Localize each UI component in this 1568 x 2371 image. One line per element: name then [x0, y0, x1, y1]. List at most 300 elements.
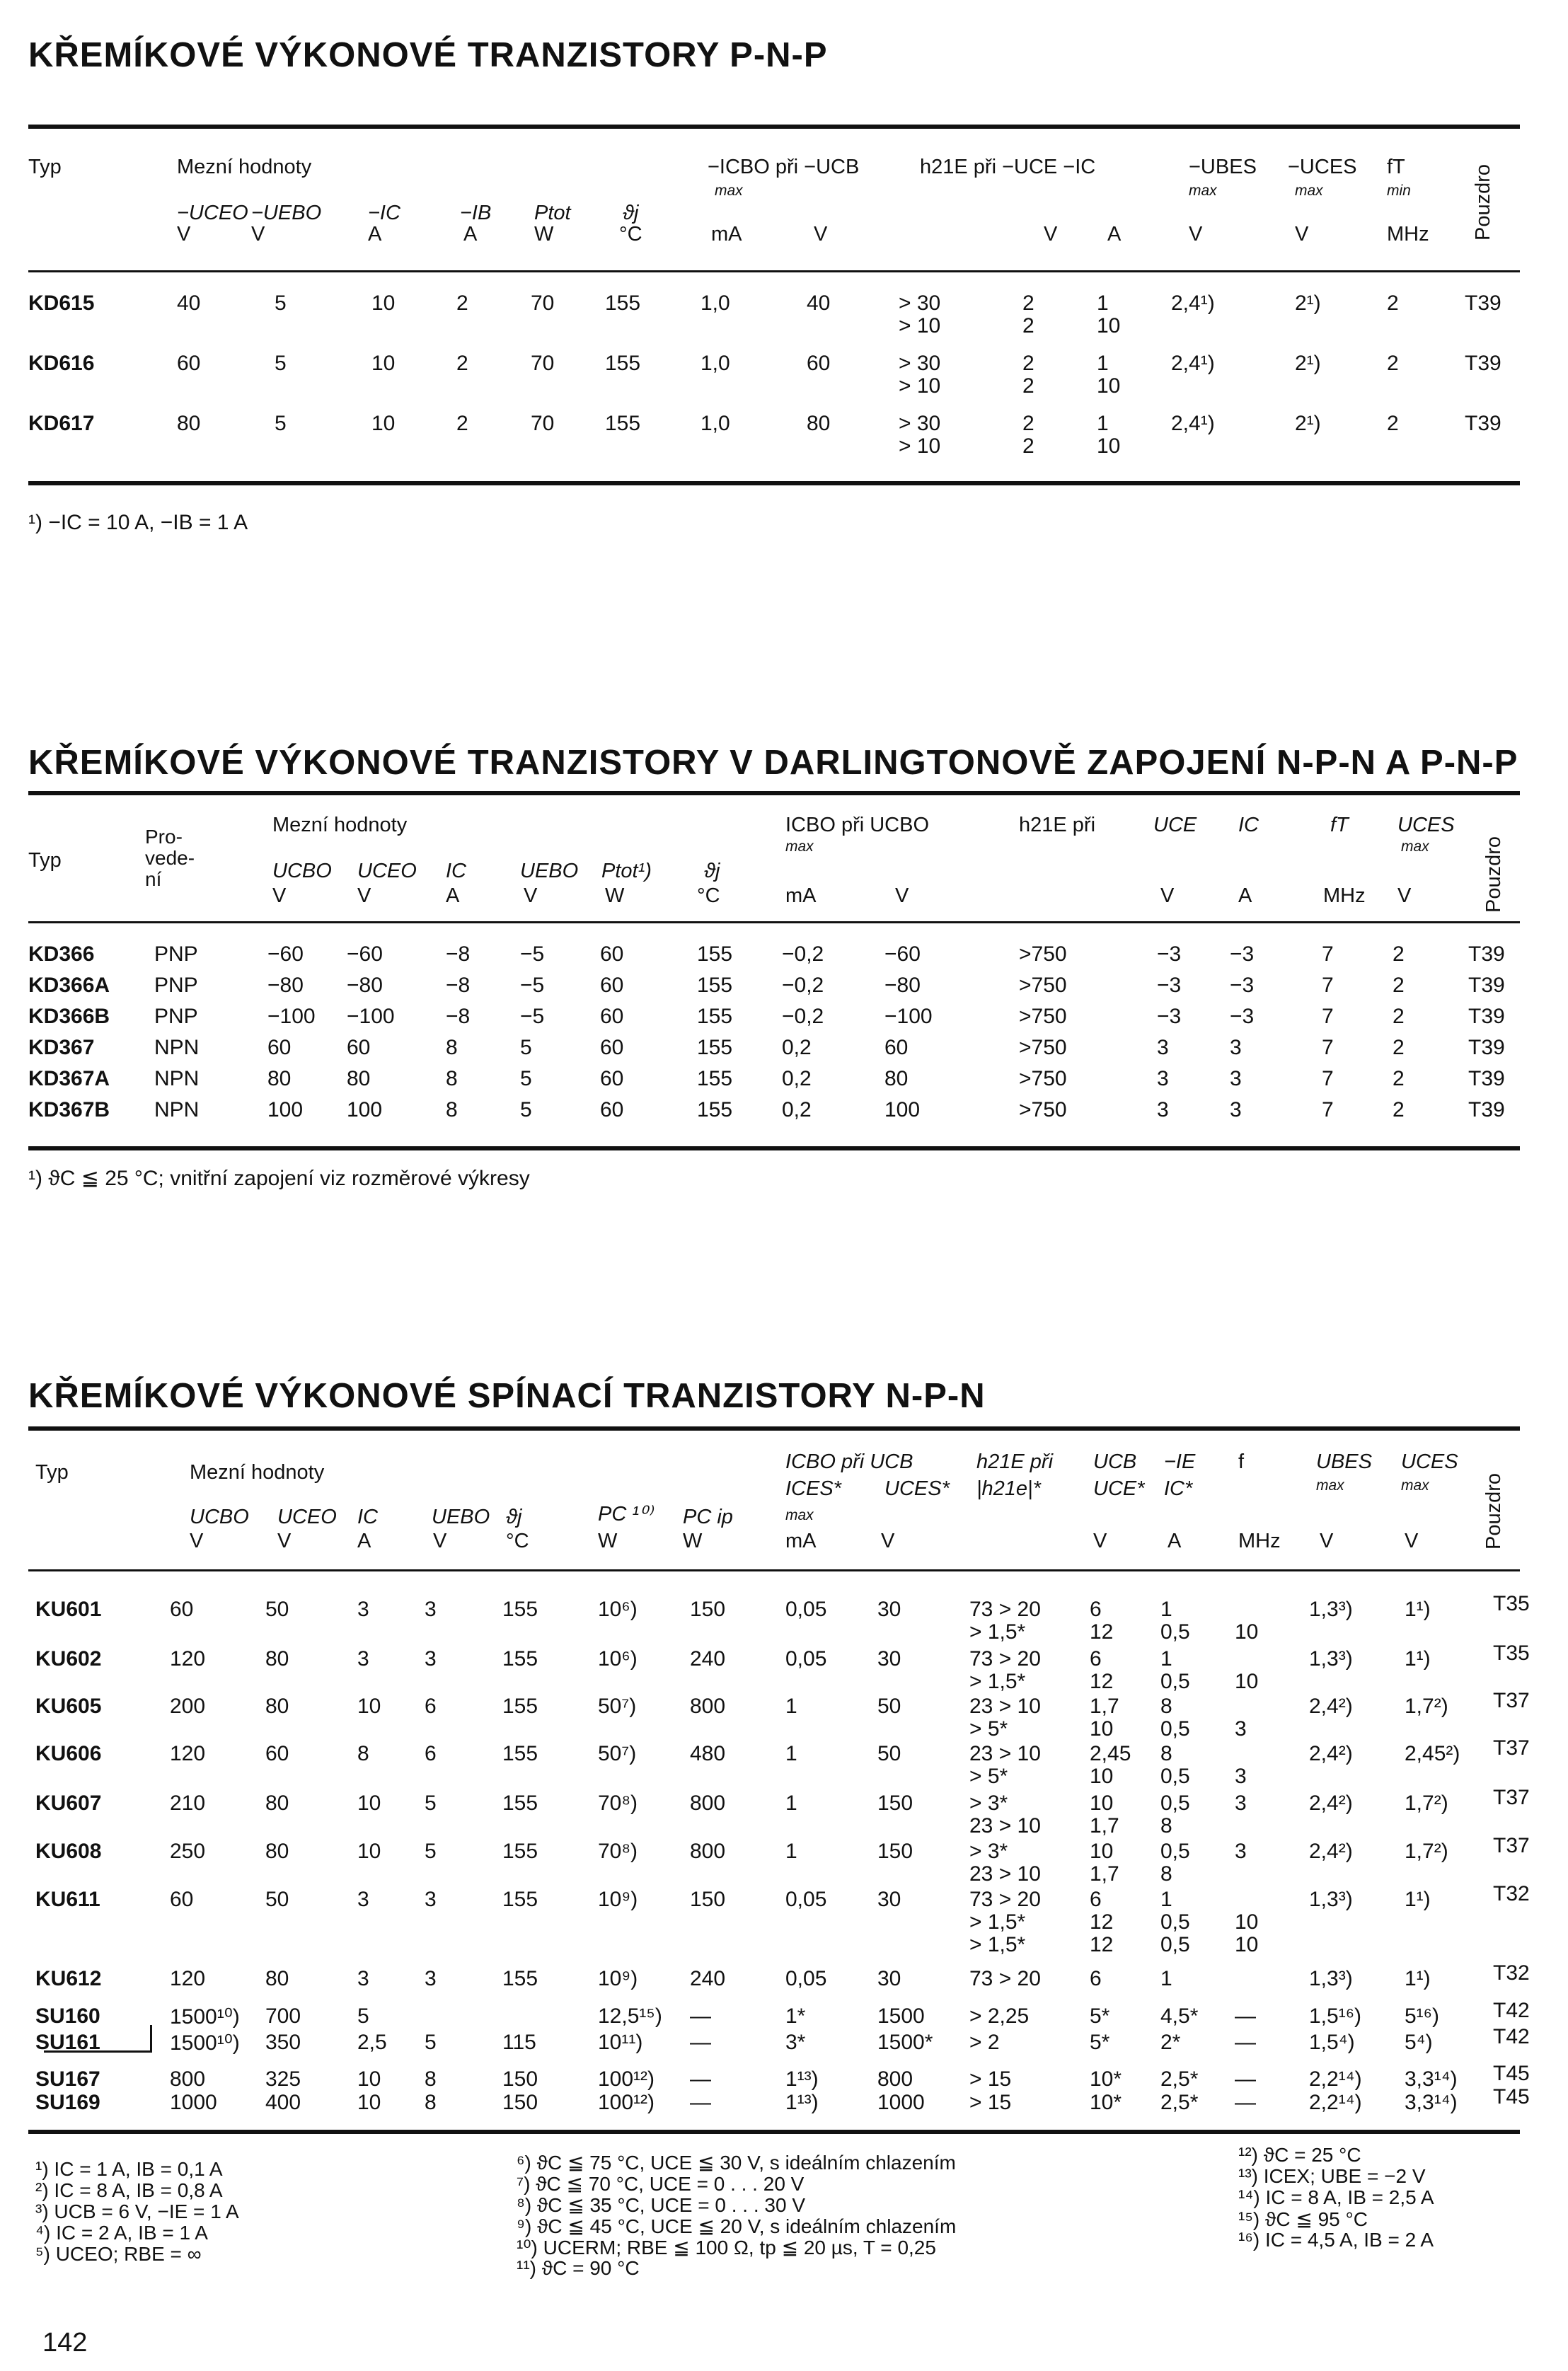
ie-cell: 0,5: [1160, 1670, 1190, 1693]
s3-h-uces: UCES: [1401, 1450, 1458, 1473]
s3-u-ma: mA: [785, 1530, 817, 1552]
tj-cell: 155: [697, 1036, 733, 1059]
s1-h-uces-max: max: [1295, 183, 1323, 199]
uce-cell: 10: [1090, 1717, 1114, 1741]
s1-u-a3: A: [1107, 223, 1122, 246]
tj-cell: 155: [502, 1695, 538, 1718]
type-cell: KD367: [28, 1036, 95, 1059]
package-cell: T39: [1468, 1005, 1505, 1028]
s1-u-w: W: [534, 223, 554, 246]
ucbo-cell: 120: [170, 1967, 206, 1990]
uces-cell: 2: [1393, 1098, 1405, 1121]
ubes-cell: 2,4²): [1309, 1792, 1353, 1815]
pc-cell: 100¹²): [598, 2067, 655, 2091]
uces-cell: 2: [1393, 942, 1405, 966]
s1-u-v1: V: [177, 223, 191, 246]
ucbo-cond-cell: −100: [884, 1005, 933, 1028]
uceo-cell: 80: [265, 1647, 289, 1671]
tj-cell: 155: [502, 1840, 538, 1863]
icbo-cell: 1,0: [701, 412, 730, 435]
ic-cond-cell: 1: [1097, 412, 1109, 435]
h21e-cell: > 30: [899, 352, 941, 375]
uces-cell: 1,7²): [1405, 1840, 1448, 1863]
icbo-cell: −0,2: [782, 974, 824, 997]
ptot-cell: 60: [600, 1005, 624, 1028]
pcip-cell: 800: [690, 1695, 726, 1718]
package-cell: T39: [1468, 1036, 1505, 1059]
s3-h-uceo: UCEO: [277, 1506, 337, 1528]
uces-cell: 5⁴): [1405, 2031, 1433, 2054]
pc-cell: 70⁸): [598, 1792, 638, 1815]
tj-cell: 155: [605, 412, 641, 435]
type-cell: KD617: [28, 412, 95, 435]
uces-cell: 1¹): [1405, 1888, 1431, 1911]
h21e-cell: > 5*: [969, 1765, 1008, 1788]
type-cell: KU607: [35, 1792, 102, 1815]
f-cell: 3: [1235, 1840, 1247, 1863]
uce-cell: 12: [1090, 1670, 1114, 1693]
footnote: ¹⁶) IC = 4,5 A, IB = 2 A: [1238, 2229, 1434, 2251]
ft-cell: 7: [1322, 942, 1334, 966]
s3-h-ic: IC: [357, 1506, 378, 1528]
s3-u-c: °C: [506, 1530, 529, 1552]
ft-cell: 7: [1322, 974, 1334, 997]
ubes-cell: 2,4²): [1309, 1742, 1353, 1765]
uebo-cell: 5: [520, 1067, 532, 1090]
uebo-cell: 5: [520, 1098, 532, 1121]
ubes-cell: 2,2¹⁴): [1309, 2067, 1362, 2091]
ie-cell: 8: [1160, 1695, 1172, 1718]
s3-u-v2: V: [277, 1530, 292, 1552]
tj-cell: 155: [502, 1792, 538, 1815]
s3-h-h21e: h21E při: [976, 1450, 1054, 1473]
s2-h-pouzdro: Pouzdro: [1482, 836, 1505, 913]
package-cell: T42: [1493, 2025, 1530, 2048]
ucb-cell: 30: [877, 1967, 901, 1990]
ie-cell: 1: [1160, 1888, 1172, 1911]
icbo-cell: 0,05: [785, 1647, 827, 1671]
h21e-cell: >750: [1019, 1067, 1067, 1090]
ic-cell: 10: [357, 2067, 381, 2091]
tj-cell: 155: [502, 1967, 538, 1990]
uce-cell: 1,7: [1090, 1862, 1119, 1886]
ie-cell: 2,5*: [1160, 2091, 1199, 2114]
s2-h-typ: Typ: [28, 849, 62, 872]
section3-title: KŘEMÍKOVÉ VÝKONOVÉ SPÍNACÍ TRANZISTORY N-P-N: [28, 1377, 986, 1415]
ptot-cell: 70: [531, 352, 555, 375]
pcip-cell: 800: [690, 1840, 726, 1863]
ic-cond-cell: 10: [1097, 314, 1121, 338]
ucbo-cell: 60: [170, 1888, 194, 1911]
h21e-cell: > 1,5*: [969, 1910, 1026, 1934]
icbo-cell: 0,2: [782, 1067, 812, 1090]
f-cell: —: [1235, 2004, 1256, 2028]
s3-h-f: f: [1238, 1450, 1245, 1473]
ucb-cell: 80: [807, 412, 831, 435]
section3-bottom-rule: [28, 2130, 1520, 2134]
type-cell: KU608: [35, 1840, 102, 1863]
ie-cell: 0,5: [1160, 1717, 1190, 1741]
tj-cell: 155: [697, 942, 733, 966]
type-cell: KD615: [28, 292, 95, 315]
section1-footnote: ¹) −IC = 10 A, −IB = 1 A: [28, 511, 248, 534]
s3-u-v1: V: [190, 1530, 204, 1552]
section1-title: KŘEMÍKOVÉ VÝKONOVÉ TRANZISTORY P-N-P: [28, 36, 828, 74]
ic-cond-cell: 1: [1097, 292, 1109, 315]
ib-cell: 2: [456, 412, 468, 435]
ie-cell: 8: [1160, 1814, 1172, 1838]
s1-h-uebo: −UEBO: [251, 202, 322, 224]
uebo-cell: 3: [425, 1647, 437, 1671]
uce-cell: 2: [1022, 292, 1034, 315]
s3-h-pouzdro: Pouzdro: [1482, 1472, 1505, 1550]
s1-h-icbo-max: max: [715, 183, 743, 199]
s2-u-w: W: [605, 884, 625, 907]
s3-h-ucbo: UCBO: [190, 1506, 249, 1528]
uceo-cell: 60: [265, 1742, 289, 1765]
pcip-cell: —: [690, 2091, 711, 2114]
section1-top-rule: [28, 125, 1520, 129]
ubes-cell: 1,5⁴): [1309, 2031, 1355, 2054]
ic-cell: −8: [446, 942, 471, 966]
uce-cell: −3: [1157, 1005, 1182, 1028]
ie-cell: 1: [1160, 1598, 1172, 1621]
s1-u-v2: V: [251, 223, 265, 246]
uce-cell: −3: [1157, 974, 1182, 997]
uce-cell: 1,7: [1090, 1695, 1119, 1718]
s1-u-c: °C: [619, 223, 642, 246]
package-cell: T39: [1468, 1067, 1505, 1090]
tj-cell: 155: [697, 974, 733, 997]
ft-cell: 7: [1322, 1098, 1334, 1121]
package-cell: T37: [1493, 1736, 1530, 1760]
icbo-cell: −0,2: [782, 1005, 824, 1028]
ucbo-cell: 200: [170, 1695, 206, 1718]
ucb-cell: 30: [877, 1647, 901, 1671]
s3-h-uebo: UEBO: [432, 1506, 490, 1528]
uceo-cell: 400: [265, 2091, 301, 2114]
footnote: ³) UCB = 6 V, −IE = 1 A: [35, 2200, 239, 2222]
s2-h-uce: UCE: [1153, 814, 1197, 836]
s2-h-ft: fT: [1330, 814, 1349, 836]
ucbo-cond-cell: 80: [884, 1067, 909, 1090]
s3-h-ic-star: IC*: [1164, 1477, 1193, 1500]
footnote: ⁹) ϑC ≦ 45 °C, UCE ≦ 20 V, s ideálním chlazením: [517, 2215, 957, 2237]
uceo-cell: 100: [347, 1098, 383, 1121]
ucbo-cell: 80: [267, 1067, 292, 1090]
uebo-cell: 8: [425, 2091, 437, 2114]
ie-cell: 2,5*: [1160, 2067, 1199, 2091]
uceo-cell: 700: [265, 2004, 301, 2028]
ic-cond-cell: −3: [1230, 942, 1255, 966]
ucb-cell: 1500: [877, 2004, 925, 2028]
ib-cell: 2: [456, 352, 468, 375]
s2-u-mhz: MHz: [1323, 884, 1366, 907]
h21e-cell: 73 > 20: [969, 1967, 1041, 1990]
uce-cell: 3: [1157, 1098, 1169, 1121]
s2-h-provedeni: Pro- vede- ní: [145, 826, 195, 890]
type-cell: KU602: [35, 1647, 102, 1671]
ft-cell: 2: [1387, 412, 1399, 435]
ie-cell: 4,5*: [1160, 2004, 1199, 2028]
s3-h-icbo: ICBO při UCB: [785, 1450, 913, 1473]
f-cell: 10: [1235, 1910, 1259, 1934]
uceo-cell: 80: [265, 1967, 289, 1990]
h21e-cell: >750: [1019, 974, 1067, 997]
ic-cell: 10: [371, 292, 396, 315]
ptot-cell: 60: [600, 974, 624, 997]
s1-h-ic: −IC: [368, 202, 400, 224]
h21e-cell: >750: [1019, 942, 1067, 966]
icbo-cell: 1: [785, 1742, 797, 1765]
package-cell: T39: [1465, 352, 1501, 375]
s3-u-v7: V: [1405, 1530, 1419, 1552]
f-cell: 3: [1235, 1717, 1247, 1741]
ic-cell: 10: [357, 1695, 381, 1718]
ucbo-cell: 60: [267, 1036, 292, 1059]
ic-cond-cell: 3: [1230, 1036, 1242, 1059]
f-cell: —: [1235, 2031, 1256, 2054]
s2-h-icbo: ICBO při UCBO: [785, 814, 930, 836]
type-cell: KU601: [35, 1598, 102, 1621]
handwritten-mark: [44, 2025, 152, 2053]
ucb-cell: 40: [807, 292, 831, 315]
ft-cell: 7: [1322, 1036, 1334, 1059]
uces-cell: 1,7²): [1405, 1695, 1448, 1718]
uce-cell: 1,7: [1090, 1814, 1119, 1838]
ie-cell: 0,5: [1160, 1620, 1190, 1644]
uce-cell: 10: [1090, 1840, 1114, 1863]
s3-h-pcip: PC ip: [683, 1506, 733, 1528]
type-cell: KD366: [28, 942, 95, 966]
s3-h-ices: ICES*: [785, 1477, 841, 1500]
ib-cell: 2: [456, 292, 468, 315]
ucb-cell: 30: [877, 1888, 901, 1911]
uebo-cell: 3: [425, 1967, 437, 1990]
ucbo-cell: 250: [170, 1840, 206, 1863]
uce-cell: 6: [1090, 1967, 1102, 1990]
ic-cell: 5: [357, 2004, 369, 2028]
ucbo-cell: 1500¹⁰): [170, 2005, 240, 2029]
ie-cell: 2*: [1160, 2031, 1181, 2054]
uces-cell: 2: [1393, 1067, 1405, 1090]
type-cell: KU612: [35, 1967, 102, 1990]
footnote: ¹¹) ϑC = 90 °C: [517, 2257, 640, 2279]
uce-cell: 5*: [1090, 2004, 1110, 2028]
ubes-cell: 2,4²): [1309, 1840, 1353, 1863]
footnote: ²) IC = 8 A, IB = 0,8 A: [35, 2179, 223, 2201]
uces-cell: 2: [1393, 1005, 1405, 1028]
pcip-cell: 800: [690, 1792, 726, 1815]
s2-h-uces-max: max: [1401, 838, 1429, 855]
footnote: ⁷) ϑC ≦ 70 °C, UCE = 0 . . . 20 V: [517, 2173, 805, 2195]
s1-u-v5: V: [1189, 223, 1203, 246]
ubes-cell: 1,3³): [1309, 1647, 1353, 1671]
s2-h-h21e: h21E při: [1019, 814, 1096, 836]
tj-cell: 155: [502, 1598, 538, 1621]
uceo-cell: −80: [347, 974, 383, 997]
uebo-cell: 6: [425, 1742, 437, 1765]
uce-cell: −3: [1157, 942, 1182, 966]
s1-h-uceo: −UCEO: [177, 202, 248, 224]
uces-cell: 1¹): [1405, 1598, 1431, 1621]
footnote: ¹⁰) UCERM; RBE ≦ 100 Ω, tp ≦ 20 µs, T = 0,25: [517, 2237, 936, 2258]
footnote: ¹⁴) IC = 8 A, IB = 2,5 A: [1238, 2186, 1434, 2208]
section2-bottom-rule: [28, 1146, 1520, 1150]
ic-cell: 3: [357, 1967, 369, 1990]
uceo-cell: 50: [265, 1598, 289, 1621]
uce-cell: 2: [1022, 434, 1034, 458]
ucbo-cell: −60: [267, 942, 304, 966]
uceo-cell: 80: [265, 1840, 289, 1863]
pcip-cell: 480: [690, 1742, 726, 1765]
h21e-cell: > 30: [899, 412, 941, 435]
s2-u-ma: mA: [785, 884, 817, 907]
ucb-cell: 50: [877, 1695, 901, 1718]
icbo-cell: 0,05: [785, 1598, 827, 1621]
type-cell: KD367B: [28, 1098, 110, 1121]
ic-cond-cell: 3: [1230, 1098, 1242, 1121]
h21e-cell: > 10: [899, 314, 941, 338]
uce-cell: 3: [1157, 1067, 1169, 1090]
ucbo-cell: −100: [267, 1005, 316, 1028]
ie-cell: 1: [1160, 1647, 1172, 1671]
h21e-cell: 23 > 10: [969, 1695, 1041, 1718]
ptot-cell: 60: [600, 1036, 624, 1059]
ucb-cell: 1500*: [877, 2031, 933, 2054]
ie-cell: 0,5: [1160, 1933, 1190, 1956]
ic-cell: 10: [357, 2091, 381, 2114]
ic-cond-cell: 10: [1097, 374, 1121, 398]
footnote: ⁶) ϑC ≦ 75 °C, UCE ≦ 30 V, s ideálním chlazením: [517, 2152, 956, 2174]
pc-cell: 50⁷): [598, 1742, 637, 1765]
package-cell: T39: [1468, 1098, 1505, 1121]
type-cell: KU611: [35, 1888, 100, 1911]
s1-u-a1: A: [368, 223, 382, 246]
s1-h-typ: Typ: [28, 156, 62, 178]
icbo-cell: 1¹³): [785, 2067, 819, 2091]
uebo-cell: −5: [520, 942, 545, 966]
uebo-cell: 8: [425, 2067, 437, 2091]
uce-cell: 6: [1090, 1647, 1102, 1671]
footnote: ¹²) ϑC = 25 °C: [1238, 2144, 1361, 2166]
uce-cell: 12: [1090, 1620, 1114, 1644]
uce-cell: 12: [1090, 1933, 1114, 1956]
f-cell: —: [1235, 2067, 1256, 2091]
s1-u-mhz: MHz: [1387, 223, 1429, 246]
s3-u-a1: A: [357, 1530, 371, 1552]
pc-cell: 70⁸): [598, 1840, 638, 1863]
uce-cell: 2: [1022, 412, 1034, 435]
s3-u-v5: V: [1093, 1530, 1107, 1552]
type-cell: KD366B: [28, 1005, 110, 1028]
ucb-cell: 60: [807, 352, 831, 375]
ubes-cell: 2,4²): [1309, 1695, 1353, 1718]
type-cell: KU605: [35, 1695, 102, 1718]
icbo-cell: 1*: [785, 2004, 806, 2028]
uebo-cell: 5: [425, 1840, 437, 1863]
ic-cond-cell: 1: [1097, 352, 1109, 375]
footnote: ⁴) IC = 2 A, IB = 1 A: [35, 2222, 208, 2244]
pcip-cell: —: [690, 2031, 711, 2054]
ie-cell: 0,5: [1160, 1840, 1190, 1863]
uces-cell: 2¹): [1295, 412, 1321, 435]
uce-cell: 10: [1090, 1792, 1114, 1815]
icbo-cell: 3*: [785, 2031, 806, 2054]
tj-cell: 155: [502, 1742, 538, 1765]
f-cell: —: [1235, 2091, 1256, 2114]
uces-cell: 2,45²): [1405, 1742, 1460, 1765]
h21e-cell: > 1,5*: [969, 1620, 1026, 1644]
s2-u-v2: V: [357, 884, 371, 907]
uce-cell: 5*: [1090, 2031, 1110, 2054]
s1-h-ubes-max: max: [1189, 183, 1217, 199]
s1-u-ma: mA: [711, 223, 742, 246]
s3-h-icbo-max: max: [785, 1507, 814, 1523]
ft-cell: 7: [1322, 1005, 1334, 1028]
ic-cell: 8: [446, 1098, 458, 1121]
uces-cell: 1,7²): [1405, 1792, 1448, 1815]
ic-cell: 10: [371, 352, 396, 375]
s2-u-a1: A: [446, 884, 460, 907]
uce-cell: 2: [1022, 374, 1034, 398]
ic-cell: 3: [357, 1598, 369, 1621]
f-cell: 10: [1235, 1670, 1259, 1693]
ubes-cell: 1,3³): [1309, 1967, 1353, 1990]
polarity-cell: NPN: [154, 1036, 200, 1059]
s3-h-uces-star: UCES*: [884, 1477, 950, 1500]
s3-h-ie: −IE: [1164, 1450, 1196, 1473]
type-cell: SU161: [35, 2031, 100, 2054]
pc-cell: 10⁹): [598, 1888, 638, 1911]
uce-cell: 2,45: [1090, 1742, 1131, 1765]
polarity-cell: PNP: [154, 942, 198, 966]
s1-u-a2: A: [463, 223, 478, 246]
tj-cell: 155: [697, 1098, 733, 1121]
ic-cond-cell: −3: [1230, 974, 1255, 997]
section2-title: KŘEMÍKOVÉ VÝKONOVÉ TRANZISTORY V DARLINGTONOVĚ ZAPOJENÍ N-P-N A P-N-P: [28, 744, 1518, 782]
package-cell: T39: [1468, 974, 1505, 997]
h21e-cell: >750: [1019, 1005, 1067, 1028]
ic-cell: 10: [357, 1840, 381, 1863]
pc-cell: 100¹²): [598, 2091, 655, 2114]
package-cell: T39: [1468, 942, 1505, 966]
uebo-cell: 3: [425, 1598, 437, 1621]
s3-u-v4: V: [881, 1530, 895, 1552]
s3-u-w1: W: [598, 1530, 618, 1552]
uceo-cell: 50: [265, 1888, 289, 1911]
icbo-cell: 1,0: [701, 352, 730, 375]
ic-cell: 10: [371, 412, 396, 435]
uceo-cell: 350: [265, 2031, 301, 2054]
s2-h-icbo-max: max: [785, 838, 814, 855]
uces-cell: 2¹): [1295, 292, 1321, 315]
pcip-cell: 240: [690, 1647, 726, 1671]
tj-cell: 155: [502, 1647, 538, 1671]
uces-cell: 1¹): [1405, 1967, 1431, 1990]
uebo-cell: −5: [520, 974, 545, 997]
uce-cell: 6: [1090, 1598, 1102, 1621]
type-cell: SU169: [35, 2091, 100, 2114]
f-cell: 10: [1235, 1933, 1259, 1956]
s1-h-ft: fT: [1387, 156, 1405, 178]
uebo-cell: 3: [425, 1888, 437, 1911]
s1-u-v4: V: [1044, 223, 1058, 246]
ft-cell: 2: [1387, 352, 1399, 375]
package-cell: T35: [1493, 1592, 1530, 1615]
s1-h-pouzdro: Pouzdro: [1472, 163, 1494, 241]
section3-top-rule: [28, 1426, 1520, 1431]
